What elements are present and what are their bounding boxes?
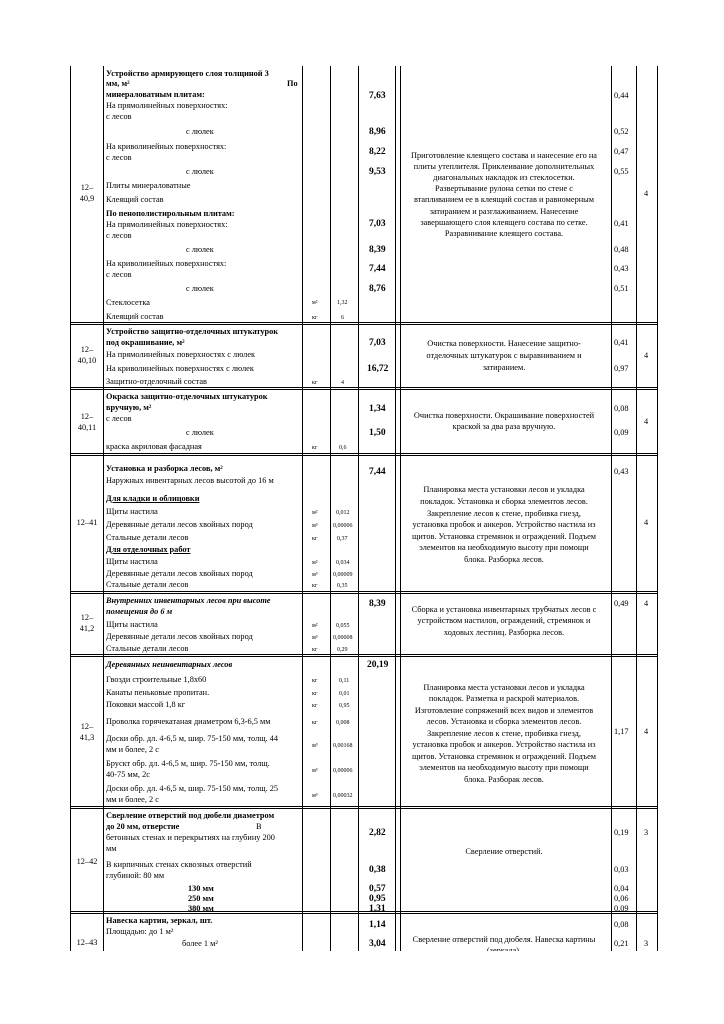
consumption: 0,008 — [336, 720, 350, 726]
col-line — [330, 66, 331, 1024]
material: Гвозди строительные 1,8х60 — [106, 675, 207, 684]
consumption: 0,012 — [336, 510, 350, 516]
grade: 4 — [644, 727, 649, 736]
consumption: 0,00006 — [333, 768, 353, 774]
consumption: 0,00032 — [333, 793, 353, 799]
unit: кг — [312, 691, 318, 697]
section-title: Устройство армирующего слоя толщиной 3 — [106, 69, 269, 78]
norm-value: 2,82 — [369, 828, 386, 838]
item-text: В кирпичных стенах сквозных отверстий — [106, 860, 252, 869]
unit: кг — [312, 380, 318, 386]
col-line — [611, 66, 612, 1024]
consumption: 0,95 — [339, 703, 350, 709]
page-bottom-margin — [0, 951, 724, 1024]
col-line — [657, 66, 658, 1024]
consumption: 0,00008 — [333, 635, 353, 641]
work-description: устройством настилов, ограждений, стремянок и — [417, 616, 591, 625]
work-description: Очистка поверхности. Окрашивание поверхностей — [413, 411, 595, 420]
work-description: установка пробок и анкеров. Устройство настила из — [412, 520, 596, 529]
work-description: щитов. Установка стремянок и ограждений. Подъем — [411, 752, 597, 761]
unit: м³ — [312, 572, 318, 578]
material: Проволка горячекатаная диаметром 6,3-6,5 мм — [106, 717, 271, 726]
coefficient: 0,43 — [614, 264, 629, 273]
item-text: глубиной: 80 мм — [106, 871, 165, 880]
row-line — [70, 389, 658, 390]
row-line — [70, 591, 658, 592]
item-text: Плиты минераловатные — [106, 181, 191, 190]
section-title: мм, м² — [106, 79, 130, 88]
material: Брускт обр. дл. 4-6,5 м, шир. 75-150 мм, толщ. — [106, 759, 270, 768]
norm-value: 7,03 — [369, 219, 386, 229]
work-description: Разравнивание клеящего состава. — [444, 229, 564, 238]
work-description: Развертывание рулона сетки по стене с — [435, 184, 573, 193]
row-line — [70, 324, 658, 325]
row-line — [70, 911, 658, 912]
coefficient: 0,09 — [614, 904, 629, 913]
material: Щиты настила — [106, 620, 158, 629]
norm-value: 8,22 — [369, 147, 386, 157]
section-title: По — [287, 79, 298, 88]
col-line — [70, 66, 71, 1024]
grade: 4 — [644, 417, 649, 426]
coefficient: 0,52 — [614, 127, 629, 136]
material: мм и более, 2 с — [106, 795, 159, 804]
work-description: блока. Разборка лесов. — [464, 555, 544, 564]
section-title: Окраска защитно-отделочных штукатурок — [106, 392, 268, 401]
material: Поковки массой 1,8 кг — [106, 700, 186, 709]
item-text: мм — [106, 844, 117, 853]
section-title: Установка и разборка лесов, м² — [106, 464, 223, 473]
material: Стальные детали лесов — [106, 533, 189, 542]
norm-value: 8,76 — [369, 284, 386, 294]
coefficient: 0,44 — [614, 91, 629, 100]
consumption: 0,00009 — [333, 572, 353, 578]
item-text: На криволинейных поверхностях с люлек — [106, 364, 254, 373]
unit: м² — [312, 560, 318, 566]
item-text: Защитно-отделочный состав — [106, 377, 207, 386]
norm-value: 16,72 — [367, 364, 389, 374]
section-title: Внутренних инвентарных лесов при высоте — [106, 596, 271, 605]
row-code: 12–43 — [76, 938, 98, 947]
consumption: 1,32 — [337, 300, 348, 306]
work-description: Планировка места установки лесов и укладка — [423, 485, 585, 494]
section-title: Деревянных неинвентарных лесов — [106, 660, 233, 669]
unit: м³ — [312, 743, 318, 749]
norm-value: 8,96 — [369, 127, 386, 137]
unit: кг — [312, 647, 318, 653]
work-description: элементов на необходимую высоту при помощи — [419, 763, 589, 772]
coefficient: 0,08 — [614, 920, 629, 929]
work-description: Сверление отверстий под дюбеля. Навеска картины — [412, 935, 596, 944]
work-description: отделочных штукатурок с выравниванием и — [426, 351, 582, 360]
item-text: с люлек — [186, 127, 214, 136]
section-title: Навеска картин, зеркал, шт. — [106, 916, 213, 925]
row-code: 12– — [80, 345, 94, 354]
unit: м³ — [312, 635, 318, 641]
subheading: Для отделочных работ — [106, 545, 191, 554]
unit: м² — [312, 623, 318, 629]
col-line — [358, 66, 359, 1024]
section-title: Сверление отверстий под дюбели диаметром — [106, 811, 275, 820]
item-text: с лесов — [106, 112, 132, 121]
item-text: с люлек — [186, 245, 214, 254]
material: Стальные детали лесов — [106, 644, 189, 653]
consumption: 0,00168 — [333, 743, 353, 749]
row-code: 41,3 — [79, 733, 95, 742]
work-description: покладок. Установка и сборка элементов лесов. — [420, 497, 588, 506]
norm-value: 1,50 — [369, 428, 386, 438]
norm-value: 9,53 — [369, 167, 386, 177]
norm-value: 20,19 — [367, 660, 389, 670]
row-code: 12– — [80, 412, 94, 421]
consumption: 0,11 — [339, 678, 350, 684]
norm-value: 8,39 — [369, 599, 386, 609]
section-title: вручную, м² — [106, 403, 152, 412]
work-description: Планировка места установки лесов и укладка — [423, 683, 585, 692]
item-text: Наружных инвентарных лесов высотой до 16 м — [106, 476, 274, 485]
consumption: 4 — [341, 380, 344, 386]
unit: м³ — [312, 793, 318, 799]
grade: 4 — [644, 189, 649, 198]
row-line — [70, 913, 658, 914]
work-description: плиты утеплителя. Приклеивание дополнительных — [413, 162, 595, 171]
col-line — [302, 66, 303, 1024]
row-code: 12–42 — [76, 857, 98, 866]
consumption: 0,055 — [336, 623, 350, 629]
row-line — [70, 656, 658, 657]
material: Деревянные детали лесов хвойных пород — [106, 569, 253, 578]
unit: м³ — [312, 523, 318, 529]
grade: 3 — [644, 828, 649, 837]
item-text: бетонных стенах и перекрытиях на глубину 200 — [106, 833, 275, 842]
coefficient: 0,51 — [614, 284, 629, 293]
coefficient: 0,41 — [614, 219, 629, 228]
item-text: На прямолинейных поверхностях с люлек — [106, 350, 256, 359]
item-text: На прямолинейных поверхностях: — [106, 101, 228, 110]
row-code: 40,10 — [77, 356, 97, 365]
item-text: Площадью: до 1 м² — [106, 927, 174, 936]
row-code: 40,9 — [79, 194, 95, 203]
unit: кг — [312, 445, 318, 451]
row-line — [70, 593, 658, 594]
material: Деревянные детали лесов хвойных пород — [106, 632, 253, 641]
unit: м³ — [312, 768, 318, 774]
consumption: 0,034 — [336, 560, 350, 566]
col-line — [395, 66, 396, 1024]
work-description: элементов на необходимую высоту при помощи — [419, 543, 589, 552]
col-line — [636, 66, 637, 1024]
item-text: На криволинейных поверхностях: — [106, 142, 227, 151]
work-description: затиранием и разглаживанием. Нанесение — [429, 207, 579, 216]
coefficient: 0,49 — [614, 599, 629, 608]
item-text: Стеклосетка — [106, 298, 150, 307]
norm-value: 3,04 — [369, 939, 386, 949]
subheading: Для кладки и облицовки — [106, 494, 200, 503]
item-text: Клеящий состав — [106, 195, 164, 204]
norm-value: 7,44 — [369, 467, 386, 477]
material: мм и более, 2 с — [106, 745, 159, 754]
work-description: Очистка поверхности. Нанесение защитно- — [427, 339, 581, 348]
item-text: более 1 м² — [182, 939, 218, 948]
norm-value: 7,03 — [369, 338, 386, 348]
work-description: Закрепление лесов к стене, пробивка гнезд, — [427, 729, 581, 738]
row-line — [70, 322, 658, 323]
item-text: с люлек — [186, 284, 214, 293]
work-description: установка пробок и анкеров. Устройство настила из — [412, 740, 596, 749]
unit: кг — [312, 678, 318, 684]
work-description: Сборка и установка инвентарных трубчатых лесов с — [411, 605, 597, 614]
depth-label: 380 мм — [188, 904, 214, 913]
consumption: 6 — [341, 315, 344, 321]
row-code: 12–41 — [76, 518, 98, 527]
work-description: завершающего слоя клеящего состава по сетке. — [420, 218, 588, 227]
depth-label: 130 мм — [188, 884, 214, 893]
material: Щиты настила — [106, 557, 158, 566]
row-code: 12– — [80, 183, 94, 192]
coefficient: 0,48 — [614, 245, 629, 254]
grade: 4 — [644, 351, 649, 360]
coefficient: 0,03 — [614, 865, 629, 874]
item-text: На прямолинейных поверхностях: — [106, 220, 228, 229]
material: 40-75 мм, 2с — [106, 770, 150, 779]
item-text: с лесов — [106, 414, 132, 423]
norm-value: 8,39 — [369, 245, 386, 255]
grade: 4 — [644, 518, 649, 527]
section-title: под окрашивание, м² — [106, 338, 185, 347]
unit: кг — [312, 720, 318, 726]
row-code: 41,2 — [79, 624, 95, 633]
section-title: помещения до 6 м — [106, 607, 173, 616]
item-text: краска акриловая фасадная — [106, 442, 202, 451]
consumption: 0,00006 — [333, 523, 353, 529]
grade: 3 — [644, 939, 649, 948]
work-description: Закрепление лесов к стене, пробивка гнезд, — [427, 509, 581, 518]
coefficient: 0,97 — [614, 364, 629, 373]
work-description: блока. Разборак лесов. — [464, 775, 544, 784]
col-line — [400, 66, 401, 1024]
unit: м² — [312, 510, 318, 516]
unit: кг — [312, 536, 318, 542]
work-description: Приготовление клеящего состава и нанесение его на — [411, 151, 597, 160]
col-line — [103, 66, 104, 1024]
item-text: Клеящий состав — [106, 312, 164, 321]
work-description: ходовых лестниц. Разборка лесов. — [443, 628, 565, 637]
norm-value: 7,44 — [369, 264, 386, 274]
material: Стальные детали лесов — [106, 580, 189, 589]
row-line — [70, 654, 658, 655]
work-description: щитов. Установка стремянок и ограждений. Подъем — [411, 532, 597, 541]
coefficient: 0,47 — [614, 147, 629, 156]
coefficient: 0,41 — [614, 338, 629, 347]
coefficient: 1,17 — [614, 727, 629, 736]
norm-value: 1,14 — [369, 920, 386, 930]
coefficient: 0,08 — [614, 404, 629, 413]
work-description: Сверление отверстий. — [465, 847, 543, 856]
norm-value: 1,34 — [369, 404, 386, 414]
row-code: 12– — [80, 613, 94, 622]
material: Щиты настила — [106, 507, 158, 516]
norm-value: 0,38 — [369, 865, 386, 875]
work-description: краской за два раза вручную. — [452, 422, 556, 431]
norm-value: 0,57 — [369, 884, 386, 894]
material: Доски обр. дл. 4-6,5 м, шир. 75-150 мм, толщ. 25 — [106, 784, 279, 793]
coefficient: 0,04 — [614, 884, 629, 893]
row-line — [70, 808, 658, 809]
item-text: с лесов — [106, 153, 132, 162]
coefficient: 0,19 — [614, 828, 629, 837]
unit: м² — [312, 300, 318, 306]
unit: кг — [312, 703, 318, 709]
row-line — [70, 455, 658, 456]
work-description: покладок. Разметка и раскрой материалов. — [428, 694, 580, 703]
norm-value: 0,95 — [369, 894, 386, 904]
row-line — [70, 387, 658, 388]
norm-value: 1,31 — [369, 904, 386, 914]
consumption: 0,6 — [339, 445, 347, 451]
subheading: По пенополистирольным плитам: — [106, 209, 235, 218]
item-text: с лесов — [106, 270, 132, 279]
coefficient: 0,06 — [614, 894, 629, 903]
material: Деревянные детали лесов хвойных пород — [106, 520, 253, 529]
row-line — [70, 806, 658, 807]
row-code: 40,11 — [77, 423, 97, 432]
coefficient: 0,55 — [614, 167, 629, 176]
section-title: минераловатным плитам: — [106, 90, 205, 99]
unit: кг — [312, 315, 318, 321]
work-description: втапливанием ее в клеящий состав и равномерным — [413, 195, 595, 204]
item-text: с лесов — [106, 231, 132, 240]
work-description: лесов. Установка и сборка элементов лесов. — [426, 717, 582, 726]
section-title: до 20 мм, отверстие — [106, 822, 180, 831]
consumption: 0,01 — [339, 691, 350, 697]
unit: кг — [312, 583, 318, 589]
consumption: 0,29 — [337, 647, 348, 653]
depth-label: 250 мм — [188, 894, 214, 903]
consumption: 0,37 — [337, 536, 348, 542]
work-description: Изготовление сопряжений всех видов и элементов — [414, 706, 594, 715]
item-text: На криволинейных поверхностях: — [106, 259, 227, 268]
consumption: 0,35 — [337, 583, 348, 589]
item-text: с люлек — [186, 167, 214, 176]
work-description: диагональных накладок из стеклосетки. — [433, 173, 575, 182]
coefficient: 0,43 — [614, 467, 629, 476]
coefficient: 0,09 — [614, 428, 629, 437]
work-description: затиранием. — [482, 363, 526, 372]
coefficient: 0,21 — [614, 939, 629, 948]
row-code: 12– — [80, 722, 94, 731]
item-text: с люлек — [186, 428, 214, 437]
grade: 4 — [644, 599, 649, 608]
row-line — [70, 453, 658, 454]
section-title: В — [256, 822, 262, 831]
material: Доски обр. дл. 4-6,5 м, шир. 75-150 мм, толщ. 44 — [106, 734, 279, 743]
material: Канаты пеньковые пропитан. — [106, 688, 210, 697]
norm-value: 7,63 — [369, 91, 386, 101]
section-title: Устройство защитно-отделочных штукатурок — [106, 327, 279, 336]
